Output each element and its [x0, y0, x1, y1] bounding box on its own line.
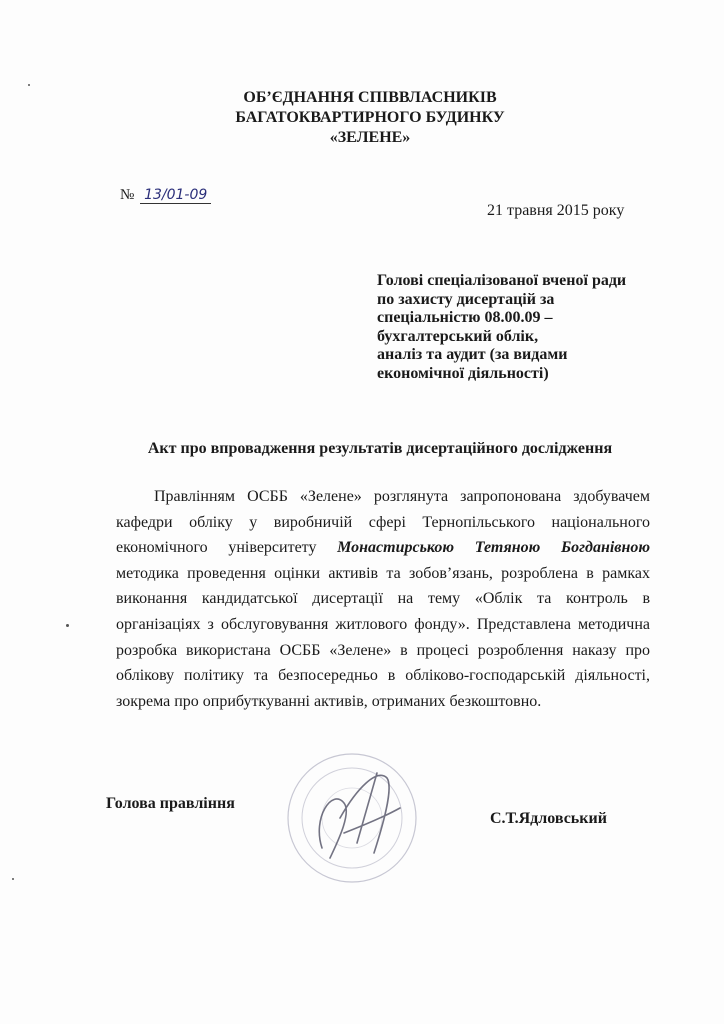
org-name-line2: БАГАТОКВАРТИРНОГО БУДИНКУ	[235, 109, 505, 126]
scan-speck	[28, 84, 30, 86]
addressee-line: аналіз та аудит (за видами	[377, 346, 568, 363]
organization-header	[200, 88, 540, 148]
addressee-line: спеціальністю 08.00.09 –	[377, 309, 553, 326]
signatory-role: Голова правління	[106, 795, 235, 812]
scan-speck	[12, 878, 14, 880]
number-value-handwritten: 13/01-09	[140, 187, 211, 204]
official-stamp-and-signature	[282, 748, 422, 888]
applicant-name: Монастирською Тетяною Богданівною	[337, 539, 650, 557]
signatory-name: С.Т.Ядловський	[490, 810, 607, 827]
addressee-line: по захисту дисертацій за	[377, 290, 555, 308]
document-title: Акт про впровадження результатів дисертаційного дослідження	[147, 440, 613, 457]
document-body	[116, 484, 650, 714]
body-text-part1: Правлінням ОСББ «Зелене» розглянута запропонована здобувачем кафедри обліку у виробничій сфері Тернопільського національного економічного університету	[116, 488, 650, 557]
org-name-line1: ОБ’ЄДНАННЯ СПІВВЛАСНИКІВ	[243, 89, 497, 106]
addressee-block	[377, 272, 647, 383]
addressee-line: економічної діяльності)	[377, 364, 549, 382]
addressee-line: бухгалтерський облік,	[377, 327, 539, 345]
registration-number	[120, 187, 211, 204]
document-date: 21 травня 2015 року	[487, 202, 625, 219]
scan-speck	[66, 624, 69, 627]
body-paragraph	[116, 484, 650, 714]
number-label: №	[120, 187, 135, 203]
org-name-line3: «ЗЕЛЕНЕ»	[329, 129, 411, 146]
addressee-line: Голові спеціалізованої вченої ради	[377, 272, 627, 289]
body-text-part2: методика проведення оцінки активів та зобов’язань, розроблена в рамках виконання кандидатської дисертації на тему «Облік та контроль в організаціях з обслуговування житлового фонду». Представлена методична розробка використана ОСББ «Зелене» в процесі розроблення наказу про облікову політику та безпосередньо в обліково-господарській діяльності, зокрема про оприбуткуванні активів, отриманих безкоштовно.	[116, 564, 650, 710]
